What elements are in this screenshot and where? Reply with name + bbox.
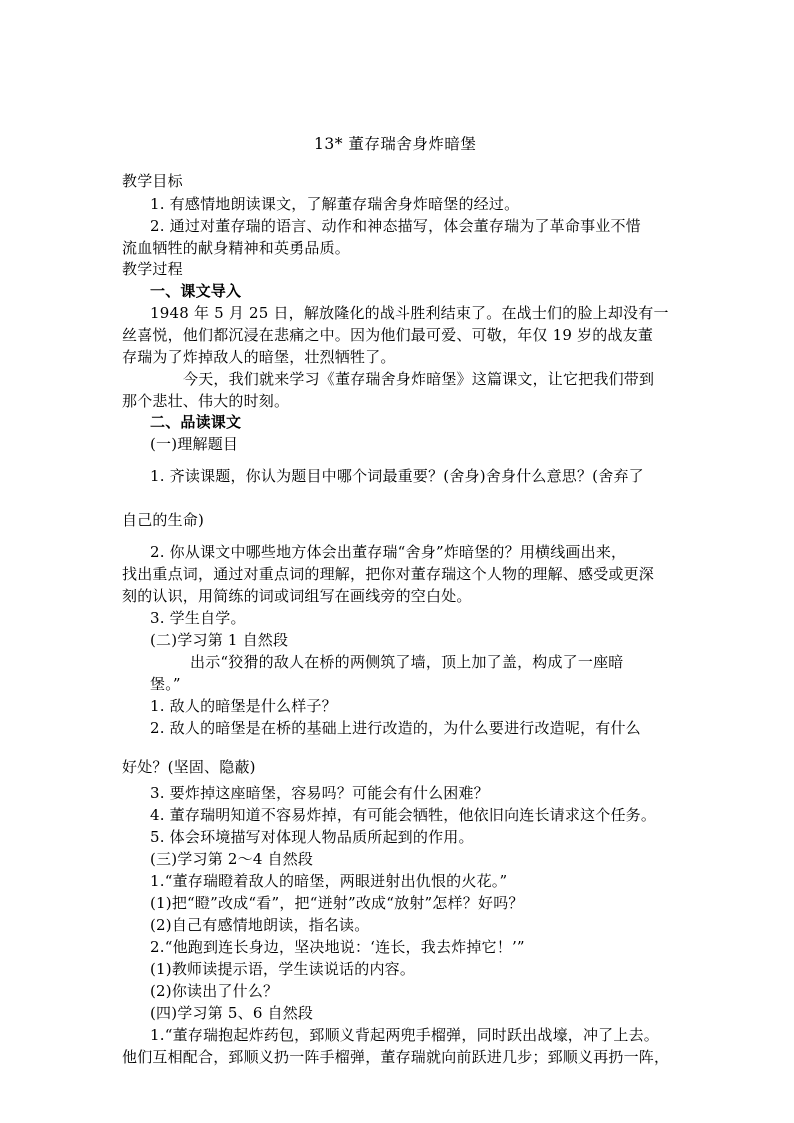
text-line: (三)学习第 2～4 自然段: [150, 850, 314, 868]
text-line: 今天，我们就来学习《董存瑞舍身炸暗堡》这篇课文，让它把我们带到: [183, 370, 655, 388]
subsection-heading: 一、课文导入: [150, 282, 242, 300]
text-line: 1. 有感情地朗读课文，了解董存瑞舍身炸暗堡的经过。: [150, 195, 520, 213]
document-title: 13* 董存瑞舍身炸暗堡: [314, 135, 477, 153]
text-line: 4. 董存瑞明知道不容易炸掉，有可能会牺牲，他依旧向连长请求这个任务。: [150, 806, 657, 824]
text-line: 1. 齐读课题，你认为题目中哪个词最重要？(舍身)舍身什么意思？(舍弃了: [150, 467, 644, 485]
text-line: 2. 通过对董存瑞的语言、动作和神态描写，体会董存瑞为了革命事业不惜: [150, 217, 641, 235]
text-line: 那个悲壮、伟大的时刻。: [122, 392, 290, 410]
text-line: 1.“董存瑞瞪着敌人的暗堡，两眼迸射出仇恨的火花。”: [150, 872, 508, 890]
text-line: (一)理解题目: [150, 435, 239, 453]
text-line: 好处？(坚固、隐蔽): [122, 758, 256, 776]
text-line: (四)学习第 5、6 自然段: [150, 1004, 314, 1022]
text-line: 堡。”: [150, 675, 181, 693]
text-line: 流血牺牲的献身精神和英勇品质。: [122, 239, 351, 257]
text-line: 1. 敌人的暗堡是什么样子？: [150, 697, 337, 715]
text-line: 2. 你从课文中哪些地方体会出董存瑞“舍身”炸暗堡的？用横线画出来，: [150, 543, 627, 561]
text-line: 3. 要炸掉这座暗堡，容易吗？可能会有什么困难？: [150, 784, 489, 802]
text-line: 3. 学生自学。: [150, 609, 246, 627]
text-line: (1)教师读提示语，学生读说话的内容。: [150, 960, 416, 978]
text-line: (2)自己有感情地朗读，指名读。: [150, 916, 370, 934]
text-line: 他们互相配合，郅顺义扔一阵手榴弹，董存瑞就向前跃进几步；郅顺义再扔一阵，: [122, 1048, 670, 1066]
text-line: 刻的认识，用简练的词或词组写在画线旁的空白处。: [122, 587, 472, 605]
text-line: (1)把“瞪”改成“看”，把“迸射”改成“放射”怎样？好吗？: [150, 894, 524, 912]
text-line: 2. 敌人的暗堡是在桥的基础上进行改造的，为什么要进行改造呢，有什么: [150, 719, 641, 737]
text-line: (二)学习第 1 自然段: [150, 631, 289, 649]
text-line: 自己的生命): [122, 511, 205, 529]
text-line: (2)你读出了什么？: [150, 982, 279, 1000]
text-line: 5. 体会环境描写对体现人物品质所起到的作用。: [150, 828, 474, 846]
text-line: 存瑞为了炸掉敌人的暗堡，壮烈牺牲了。: [122, 348, 396, 366]
text-line: 丝喜悦，他们都沉浸在悲痛之中。因为他们最可爱、可敬，年仅 19 岁的战友董: [122, 326, 654, 344]
text-line: 找出重点词，通过对重点词的理解，把你对董存瑞这个人物的理解、感受或更深: [122, 565, 655, 583]
text-line: 2.“他跑到连长身边，坚决地说：‘连长，我去炸掉它！’”: [150, 938, 525, 956]
text-line: 1.“董存瑞抱起炸药包，郅顺义背起两兜手榴弹，同时跃出战壕，冲了上去。: [150, 1026, 659, 1044]
text-line: 出示“狡猾的敌人在桥的两侧筑了墙，顶上加了盖，构成了一座暗: [190, 653, 624, 671]
section-heading: 教学目标: [122, 172, 183, 190]
section-heading: 教学过程: [122, 260, 183, 278]
text-line: 1948 年 5 月 25 日，解放隆化的战斗胜利结束了。在战士们的脸上却没有一: [150, 304, 669, 322]
subsection-heading: 二、品读课文: [150, 413, 242, 431]
